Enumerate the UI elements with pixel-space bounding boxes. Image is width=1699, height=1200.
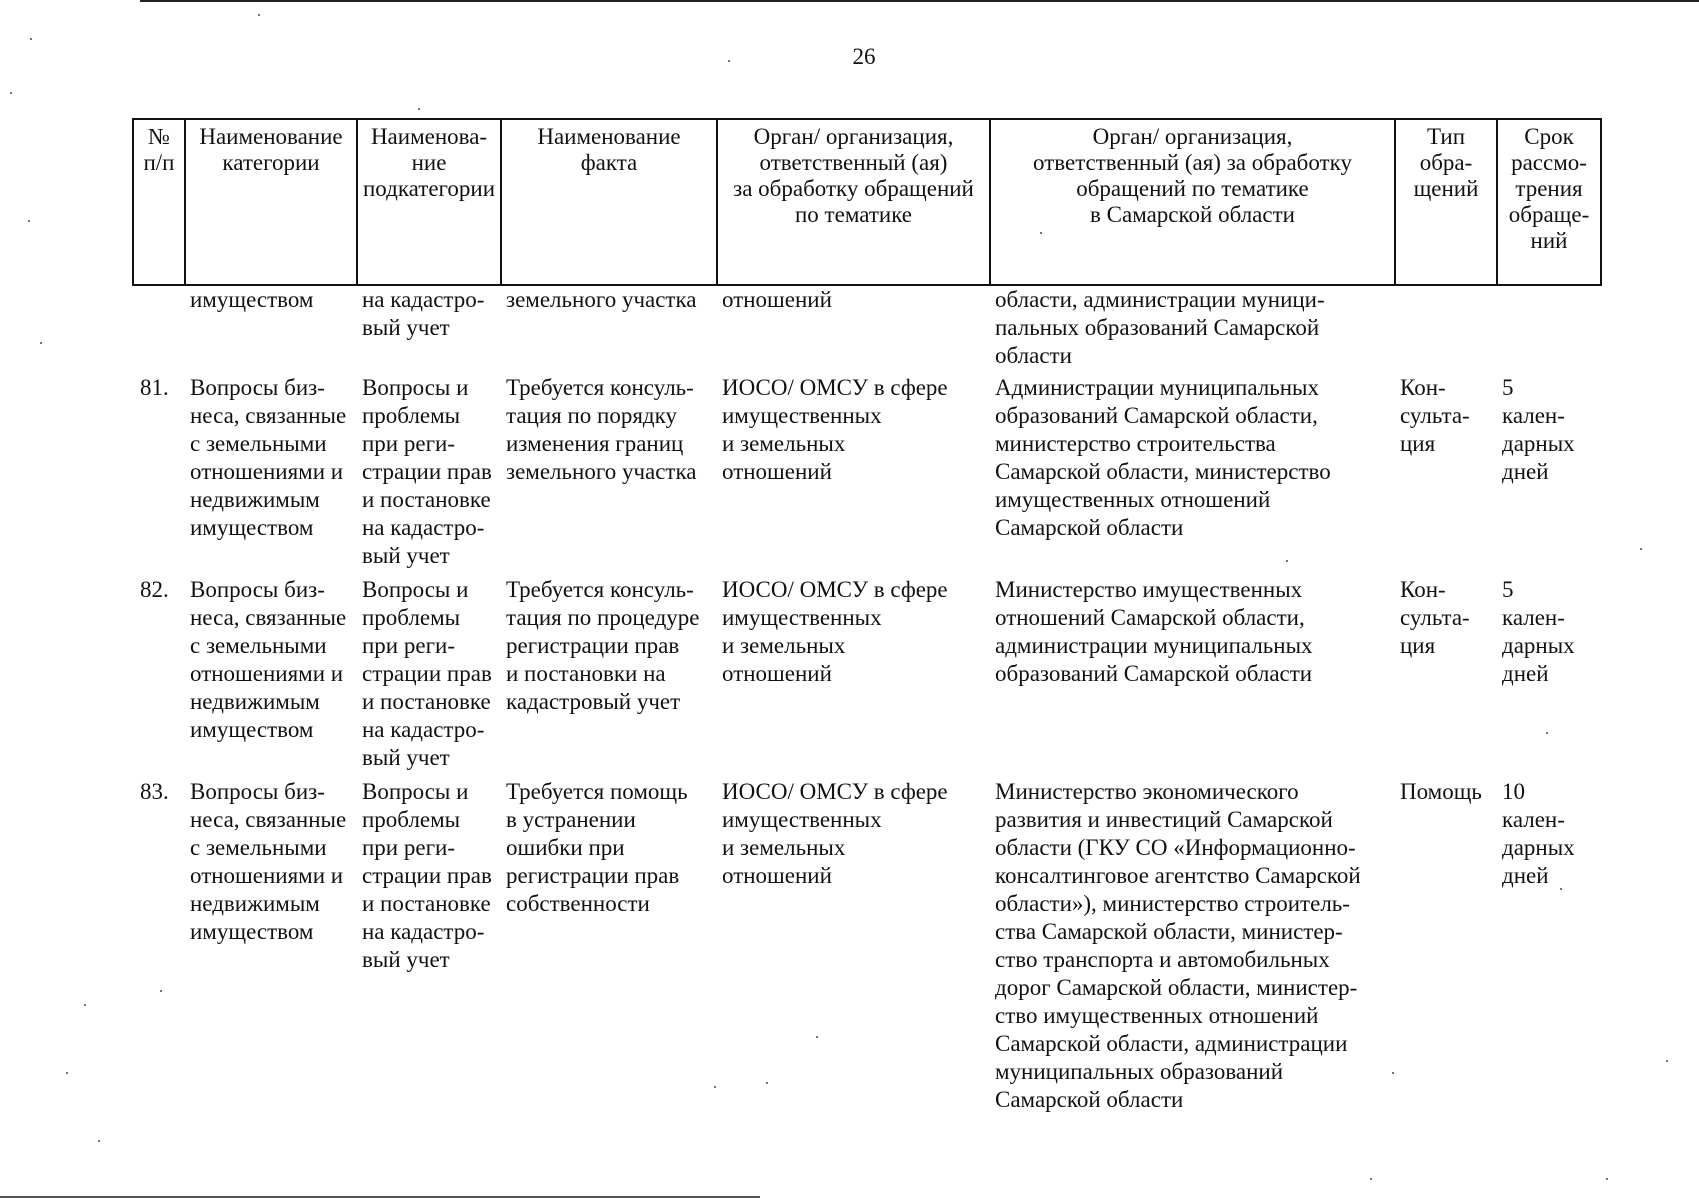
scan-speck	[1640, 548, 1642, 550]
cell-org: ИОСО/ ОМСУ в сфере имущественных и земельных отношений	[722, 779, 948, 888]
cell-num	[132, 286, 184, 374]
cell-org-samara: Администрации муниципальных образований Самарской области, министерство строительства Самарской области, министерство имущественных отношений Самарской области	[995, 375, 1331, 540]
cell-org-samara: Министерство экономического развития и инвестиций Самарской области (ГКУ СО «Информационно- консалтинговое агентство Самарской области»), министерство строитель- ства Самарской области, министер- ство транспорта и автомобильных дорог Самарской области, министер- ство имущественных отношений Самарской области, администрации муниципальных образований Самарской области	[995, 779, 1361, 1112]
scan-speck	[28, 220, 30, 222]
cell-term: 5 кален- дарных дней	[1502, 577, 1575, 686]
scan-speck	[1560, 888, 1562, 890]
cell-org: отношений	[722, 287, 832, 312]
header-fact: Наименование факта	[501, 119, 717, 285]
table-body	[132, 286, 1600, 1120]
scan-speck	[1370, 1178, 1372, 1180]
header-type: Тип обра- щений	[1395, 119, 1497, 285]
cell-org-samara: области, администрации муници- пальных образований Самарской области	[995, 287, 1325, 368]
header-org-samara: Орган/ организация, ответственный (ая) за обработку обращений по тематике в Самарской области	[990, 119, 1395, 285]
scan-speck	[728, 60, 730, 62]
cell-category: Вопросы биз- неса, связанные с земельными отношениями и недвижимым имуществом	[190, 577, 347, 742]
scan-speck	[1040, 232, 1042, 234]
cell-subcategory: на кадастро- вый учет	[362, 287, 485, 340]
cell-fact: Требуется помощь в устранении ошибки при регистрации прав собственности	[506, 779, 688, 916]
scan-speck	[1392, 1072, 1394, 1074]
cell-num: 83.	[140, 779, 169, 804]
cell-org: ИОСО/ ОМСУ в сфере имущественных и земельных отношений	[722, 577, 948, 686]
header-term: Срок рассмо- трения обраще- ний	[1497, 119, 1601, 285]
header-num: № п/п	[133, 119, 185, 285]
scan-speck	[66, 1072, 68, 1074]
cell-type	[1394, 286, 1496, 374]
scan-edge-bottom	[0, 1196, 760, 1198]
scan-speck	[1606, 1178, 1608, 1180]
table-row-continuation	[132, 286, 1600, 374]
table-row	[132, 576, 1600, 778]
cell-num: 82.	[140, 577, 169, 602]
scan-speck	[1666, 1060, 1668, 1062]
cell-category: Вопросы биз- неса, связанные с земельными отношениями и недвижимым имуществом	[190, 779, 347, 944]
cell-term	[1496, 286, 1600, 374]
cell-org: ИОСО/ ОМСУ в сфере имущественных и земельных отношений	[722, 375, 948, 484]
cell-type: Помощь	[1400, 779, 1482, 804]
cell-category: имуществом	[190, 287, 314, 312]
scan-speck	[1286, 560, 1288, 562]
cell-fact: земельного участка	[506, 287, 697, 312]
cell-term: 5 кален- дарных дней	[1502, 375, 1575, 484]
cell-org-samara: Министерство имущественных отношений Самарской области, администрации муниципальных образований Самарской области	[995, 577, 1313, 686]
cell-subcategory: Вопросы и проблемы при реги- страции прав и постановке на кадастро- вый учет	[362, 779, 492, 972]
cell-category: Вопросы биз- неса, связанные с земельными отношениями и недвижимым имуществом	[190, 375, 347, 540]
cell-type: Кон- сульта- ция	[1400, 375, 1470, 456]
scan-speck	[714, 1086, 716, 1088]
header-subcategory: Наименова- ние подкатегории	[357, 119, 501, 285]
scan-speck	[10, 92, 12, 94]
scan-speck	[98, 1140, 100, 1142]
scan-speck	[160, 990, 162, 992]
scan-speck	[84, 1004, 86, 1006]
cell-term: 10 кален- дарных дней	[1502, 779, 1575, 888]
scan-speck	[418, 108, 420, 110]
cell-subcategory: Вопросы и проблемы при реги- страции прав и постановке на кадастро- вый учет	[362, 577, 492, 770]
cell-type: Кон- сульта- ция	[1400, 577, 1470, 658]
scan-speck	[30, 38, 32, 40]
scan-speck	[40, 342, 42, 344]
header-category: Наименование категории	[185, 119, 357, 285]
cell-fact: Требуется консуль- тация по порядку изменения границ земельного участка	[506, 375, 697, 484]
page-number: 26	[852, 44, 876, 69]
scan-speck	[766, 1082, 768, 1084]
scan-speck	[1546, 732, 1548, 734]
table-header	[132, 118, 1602, 286]
scan-speck	[816, 1036, 818, 1038]
header-org: Орган/ организация, ответственный (ая) за обработку обращений по тематике	[717, 119, 990, 285]
cell-subcategory: Вопросы и проблемы при реги- страции прав и постановке на кадастро- вый учет	[362, 375, 492, 568]
table-row	[132, 778, 1600, 1120]
cell-num: 81.	[140, 375, 169, 400]
cell-fact: Требуется консуль- тация по процедуре регистрации прав и постановки на кадастровый учет	[506, 577, 700, 714]
table-row	[132, 374, 1600, 576]
scan-speck	[258, 14, 260, 16]
scan-edge-top	[140, 0, 1699, 2]
